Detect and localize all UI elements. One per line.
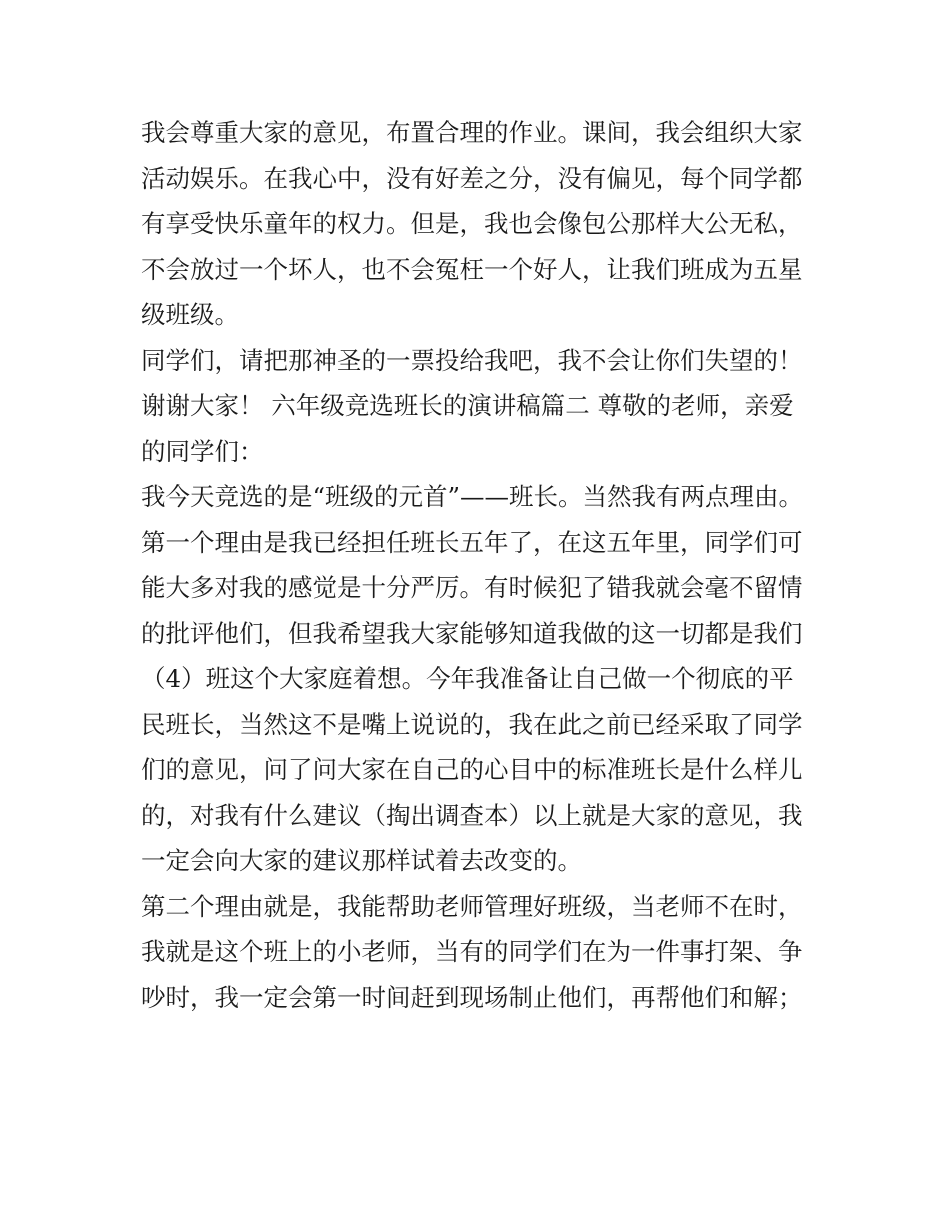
text-line: 的同学们：: [141, 436, 264, 466]
text-line: 民班长，当然这不是嘴上说说的，我在此之前已经采取了同学: [141, 709, 803, 739]
text-line: 们的意见，问了问大家在自己的心目中的标准班长是什么样儿: [141, 755, 803, 784]
text-line: 吵时，我一定会第一时间赶到现场制止他们，再帮他们和解；: [141, 982, 803, 1012]
text-line: 活动娱乐。在我心中，没有好差之分，没有偏见，每个同学都: [141, 163, 803, 193]
text-line: 有享受快乐童年的权力。但是，我也会像包公那样大公无私，: [141, 209, 803, 238]
text-line: 同学们，请把那神圣的一票投给我吧，我不会让你们失望的！: [141, 345, 803, 375]
text-line: 我今天竞选的是“班级的元首”——班长。当然我有两点理由。: [141, 482, 804, 511]
text-line: 能大多对我的感觉是十分严厉。有时候犯了错我就会毫不留情: [141, 573, 803, 602]
text-line: 第二个理由就是，我能帮助老师管理好班级，当老师不在时，: [141, 891, 803, 921]
text-line: 的，对我有什么建议（掏出调查本）以上就是大家的意见，我: [141, 800, 803, 830]
text-line: 一定会向大家的建议那样试着去改变的。: [141, 846, 582, 875]
document-body: [141, 110, 821, 1020]
text-line: 级班级。: [141, 300, 239, 329]
text-line: 我会尊重大家的意见，布置合理的作业。课间，我会组织大家: [141, 118, 803, 147]
text-line: 不会放过一个坏人，也不会冤枉一个好人，让我们班成为五星: [141, 254, 803, 284]
text-line: 谢谢大家！ 六年级竞选班长的演讲稿篇二 尊敬的老师，亲爱: [141, 391, 794, 420]
text-line: （4）班这个大家庭着想。今年我准备让自己做一个彻底的平: [141, 664, 794, 693]
text-line: 的批评他们，但我希望我大家能够知道我做的这一切都是我们: [141, 618, 803, 648]
text-line: 我就是这个班上的小老师，当有的同学们在为一件事打架、争: [141, 937, 803, 966]
text-line: 第一个理由是我已经担任班长五年了，在这五年里，同学们可: [141, 527, 803, 557]
